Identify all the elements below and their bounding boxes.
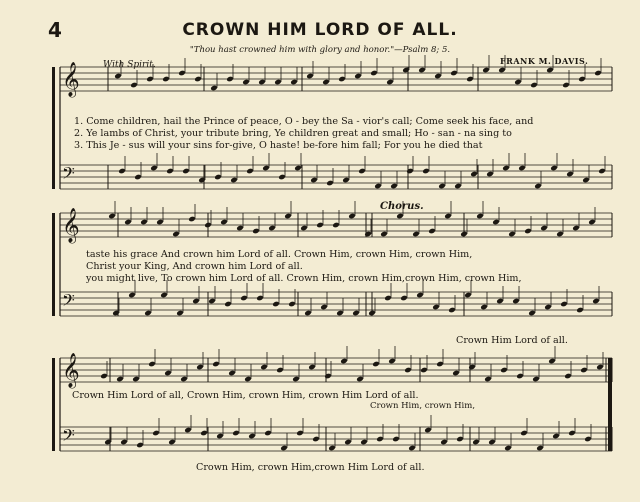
hymn-title: CROWN HIM LORD OF ALL. (182, 20, 458, 40)
treble-clef-icon: 𝄞 (62, 208, 80, 243)
tempo-marking: With Spirit. (103, 60, 156, 70)
bass-clef-icon: 𝄢 (62, 290, 75, 314)
composer-credit: FRANK M. DAVIS. (500, 56, 589, 66)
final-bass-lyric: Crown Him, crown Him,crown Him Lord of all. (196, 462, 425, 473)
final-barline (608, 358, 612, 451)
scripture-epigraph: "Thou hast crowned him with glory and honor."—Psalm 8; 5. (189, 45, 451, 55)
final-lyric-line: Crown Him Lord of all, Crown Him, crown Him, crown Him Lord of all. (72, 390, 419, 401)
verse-1-lyric: 1. Come children, hail the Prince of peace, O - bey the Sa - vior's call; Come seek his face, and (74, 116, 534, 127)
chorus-label: Chorus. (380, 201, 424, 212)
chorus-lyric-line-1: taste his grace And crown him Lord of all. Crown Him, crown Him, crown Him, (86, 249, 473, 260)
page-number: 4 (48, 18, 62, 42)
system-bracket (52, 358, 55, 451)
final-middle-lyric: Crown Him, crown Him, (370, 401, 476, 411)
system-bracket (52, 213, 55, 316)
bass-clef-icon: 𝄢 (62, 163, 75, 187)
chorus-bass-lyric: Crown Him Lord of all. (456, 335, 568, 346)
treble-clef-icon: 𝄞 (62, 62, 80, 97)
chorus-lyric-line-2: Christ your King, And crown him Lord of all. (86, 261, 303, 272)
bass-clef-icon: 𝄢 (62, 425, 75, 449)
verse-2-lyric: 2. Ye lambs of Christ, your tribute bring, Ye children great and small; Ho - san - na sing to (74, 128, 512, 139)
treble-clef-icon: 𝄞 (62, 353, 80, 388)
verse-3-lyric: 3. This Je - sus will your sins for-give, O haste! be-fore him fall; For you he died that (74, 140, 483, 151)
system-bracket (52, 67, 55, 189)
chorus-lyric-line-3: you might live, To crown him Lord of all. Crown Him, crown Him,crown Him, crown Him, (86, 273, 522, 284)
